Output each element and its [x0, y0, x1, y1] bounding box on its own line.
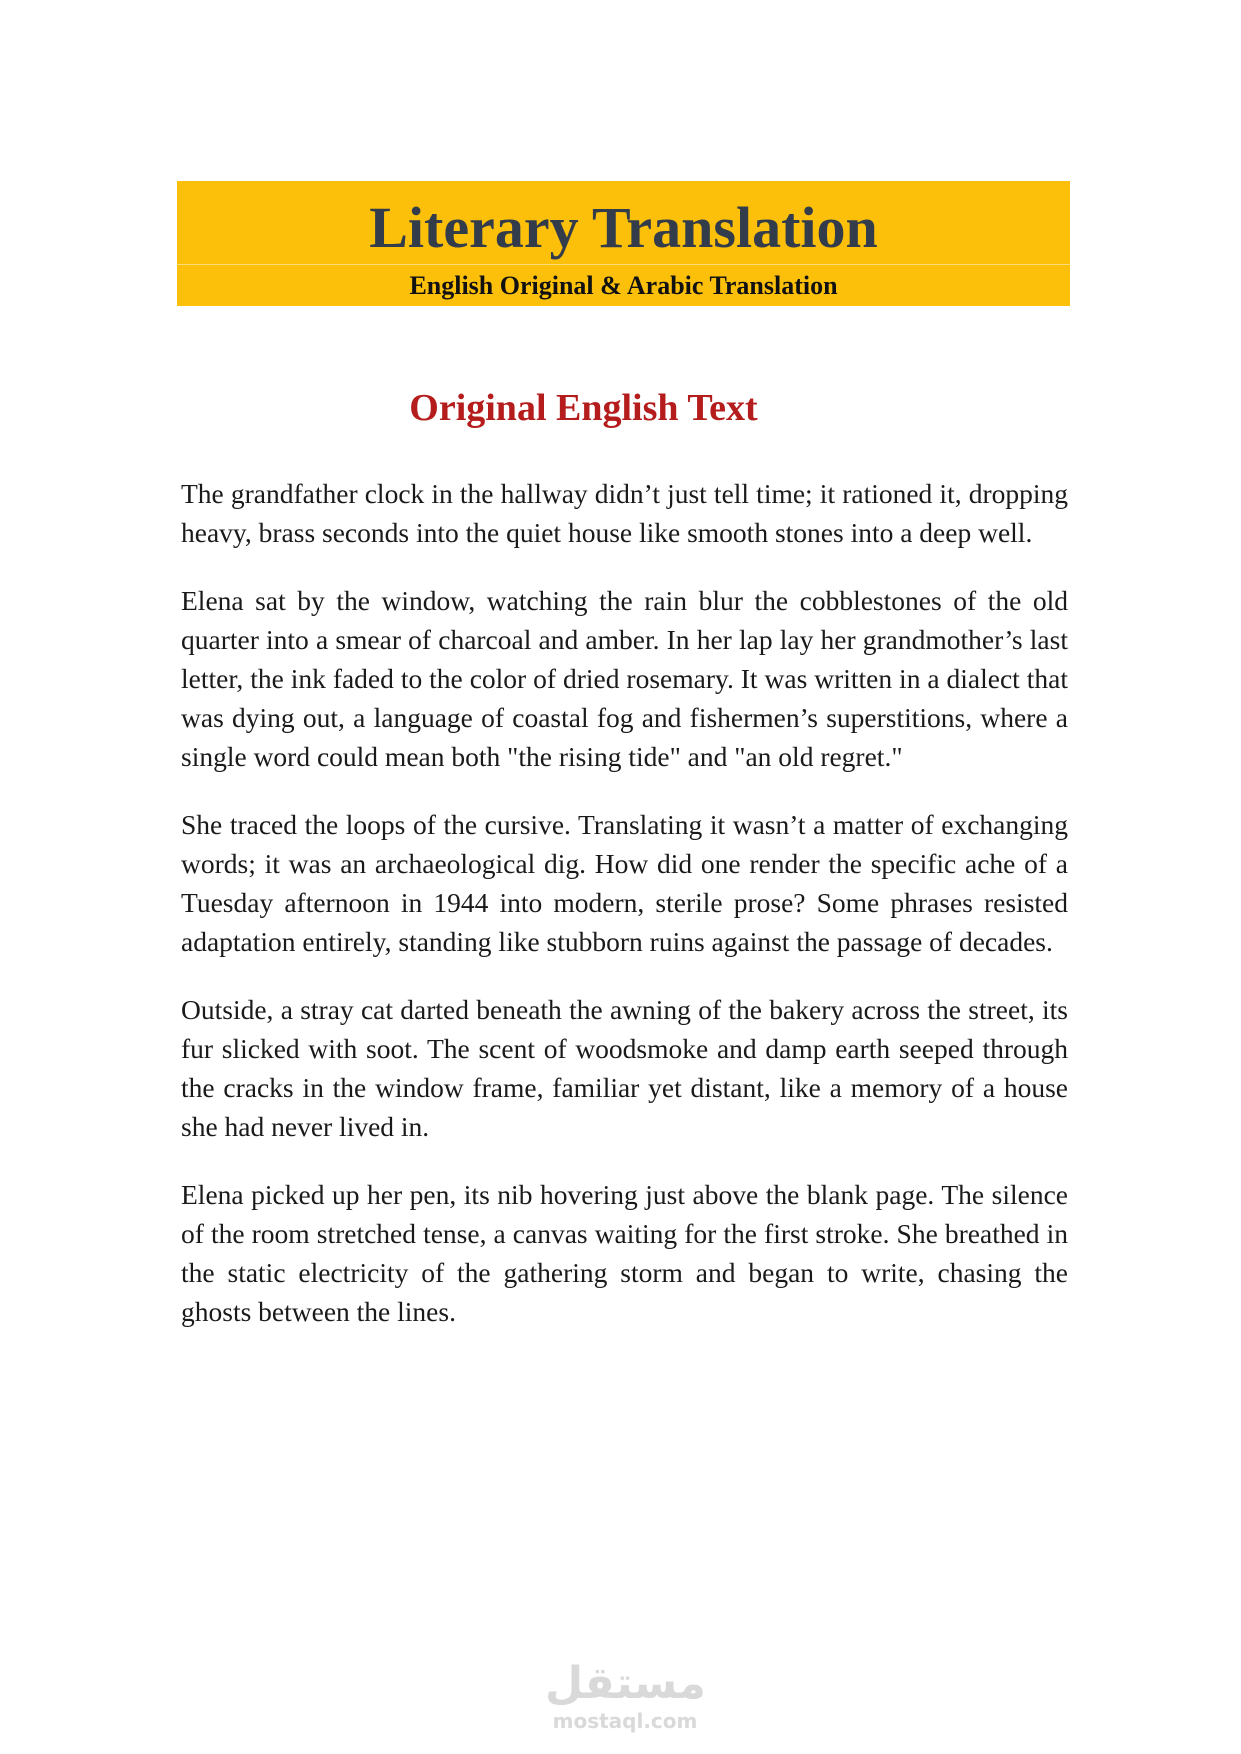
watermark-arabic-text: مستقل	[545, 1658, 706, 1709]
paragraph: The grandfather clock in the hallway didn’t just tell time; it rationed it, dropping heavy, brass seconds into the quiet house like smooth stones into a deep well.	[181, 478, 1068, 548]
document-title: Literary Translation	[369, 195, 878, 260]
paragraph: Elena picked up her pen, its nib hovering just above the blank page. The silence of the room stretched tense, a canvas waiting for the first stroke. She breathed in the static electricity of the gathering storm and began to write, chasing the ghosts between the lines.	[181, 1179, 1068, 1327]
paragraph: She traced the loops of the cursive. Translating it wasn’t a matter of exchanging words; it was an archaeological dig. How did one render the specific ache of a Tuesday afternoon in 1944 into modern, sterile prose? Some phrases resisted adaptation entirely, standing like stubborn ruins against the passage of decades.	[181, 809, 1068, 957]
section-heading: Original English Text	[409, 387, 758, 429]
banner-divider	[177, 264, 1070, 265]
document-subtitle: English Original & Arabic Translation	[409, 271, 838, 300]
paragraph: Outside, a stray cat darted beneath the awning of the bakery across the street, its fur slicked with soot. The scent of woodsmoke and damp earth seeped through the cracks in the window frame, familiar yet distant, like a memory of a house she had never lived in.	[181, 994, 1068, 1142]
paragraph: Elena sat by the window, watching the rain blur the cobblestones of the old quarter into a smear of charcoal and amber. In her lap lay her grandmother’s last letter, the ink faded to the color of dried rosemary. It was written in a dialect that was dying out, a language of coastal fog and fishermen’s superstitions, where a single word could mean both "the rising tide" and "an old regret."	[181, 585, 1068, 772]
watermark-logo	[545, 1660, 705, 1732]
title-banner	[177, 181, 1070, 306]
watermark-latin-text: mostaql.com	[552, 1709, 698, 1734]
body-text	[181, 474, 1068, 1360]
